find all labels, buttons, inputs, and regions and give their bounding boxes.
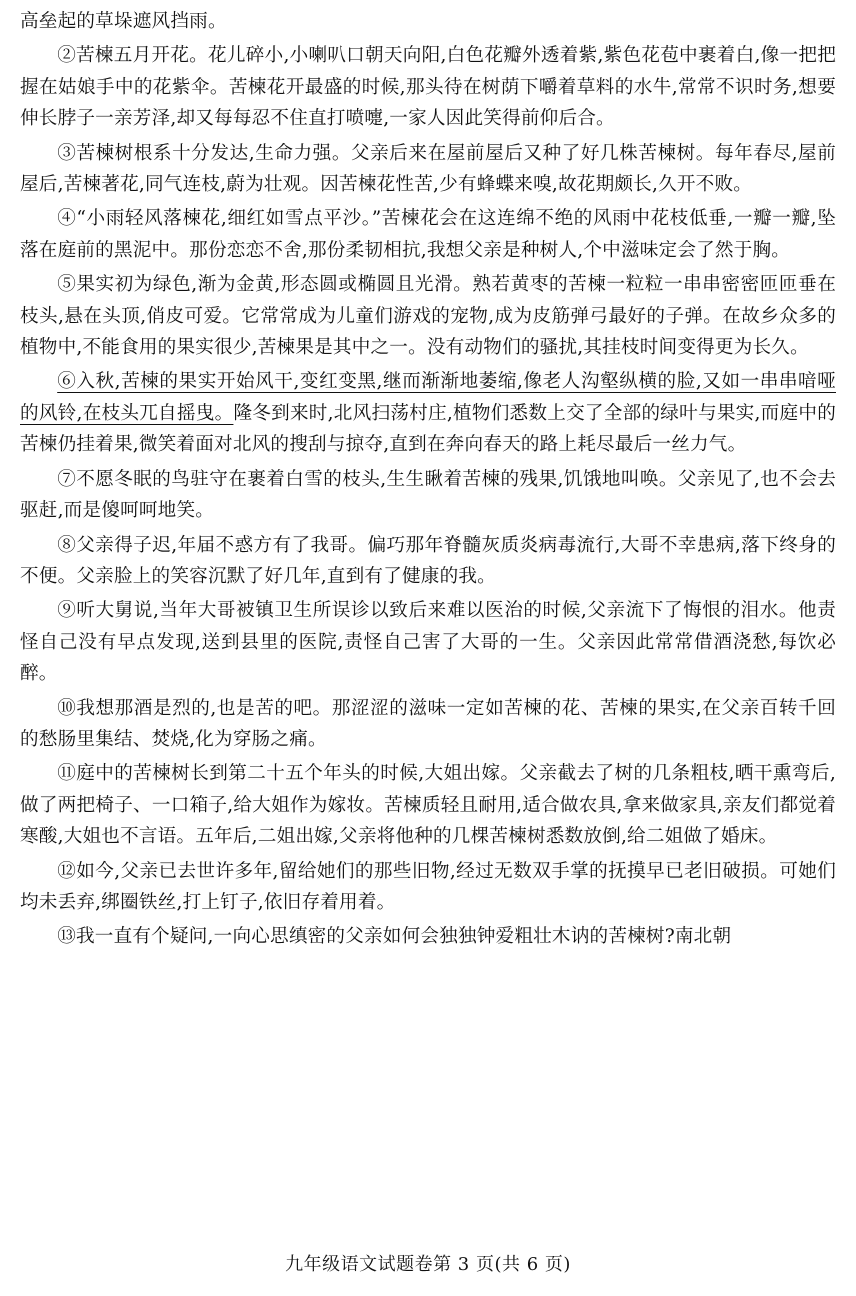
paragraph-9: ⑨听大舅说,当年大哥被镇卫生所误诊以致后来难以医治的时候,父亲流下了悔恨的泪水。他责怪自己没有早点发现,送到县里的医院,责怪自己害了大哥的一生。父亲因此常常借酒浇愁,每饮必醉。 [20,600,836,685]
paragraph-5: ⑤果实初为绿色,渐为金黄,形态圆或椭圆且光滑。熟若黄枣的苦楝一粒粒一串串密密匝匝垂在枝头,悬在头顶,俏皮可爱。它常常成为儿童们游戏的宠物,成为皮筋弹弓最好的子弹。在故乡众多的植物中,不能食用的果实很少,苦楝果是其中之一。没有动物们的骚扰,其挂枝时间变得更为长久。 [20,274,836,359]
paragraph-6 [20,366,836,460]
page-footer: 九年级语文试题卷第 3 页(共 6 页) [285,1254,571,1275]
paragraph-3: ③苦楝树根系十分发达,生命力强。父亲后来在屋前屋后又种了好几株苦楝树。每年春尽,屋前屋后,苦楝著花,同气连枝,蔚为壮观。因苦楝花性苦,少有蜂蝶来嗅,故花期颇长,久开不败。 [20,142,836,196]
paragraph-4: ④“小雨轻风落楝花,细红如雪点平沙。”苦楝花会在这连绵不绝的风雨中花枝低垂,一瓣一瓣,坠落在庭前的黑泥中。那份恋恋不舍,那份柔韧相抗,我想父亲是种树人,个中滋味定会了然于胸。 [20,208,836,261]
underlined-sentence: ⑥入秋,苦楝的果实开始风干,变红变黑,继而渐渐地萎缩,像老人沟壑纵横的脸,又如一串串喑哑的风铃,在枝头兀自摇曳。 [20,371,836,424]
paragraph-11: ⑪庭中的苦楝树长到第二十五个年头的时候,大姐出嫁。父亲截去了树的几条粗枝,晒干熏弯后,做了两把椅子、一口箱子,给大姐作为嫁妆。苦楝质轻且耐用,适合做农具,拿来做家具,亲友们都觉着寒酸,大姐也不言语。五年后,二姐出嫁,父亲将他种的几棵苦楝树悉数放倒,给二姐做了婚床。 [20,763,836,848]
paragraph-12: ⑫如今,父亲已去世许多年,留给她们的那些旧物,经过无数双手掌的抚摸早已老旧破损。可她们均未丢弃,绑圈铁丝,打上钉子,依旧存着用着。 [20,860,836,913]
paragraph-13: ⑬我一直有个疑问,一向心思缜密的父亲如何会独独钟爱粗壮木讷的苦楝树?南北朝 [57,926,732,948]
paragraph-7: ⑦不愿冬眠的鸟驻守在裹着白雪的枝头,生生瞅着苦楝的残果,饥饿地叫唤。父亲见了,也不会去驱赶,而是傻呵呵地笑。 [20,468,836,522]
paragraph-6-rest: 隆冬到来时,北风扫荡村庄,植物们悉数上交了全部的绿叶与果实,而庭中的苦楝仍挂着果,微笑着面对北风的搜刮与掠夺,直到在奔向春天的路上耗尽最后一丝力气。 [20,402,836,456]
paragraph-continuation: 高垒起的草垛遮风挡雨。 [20,11,227,32]
paragraph-8: ⑧父亲得子迟,年届不惑方有了我哥。偏巧那年脊髓灰质炎病毒流行,大哥不幸患病,落下终身的不便。父亲脸上的笑容沉默了好几年,直到有了健康的我。 [20,534,836,587]
paragraph-2: ②苦楝五月开花。花儿碎小,小喇叭口朝天向阳,白色花瓣外透着紫,紫色花苞中裹着白,像一把把握在姑娘手中的花紫伞。苦楝花开最盛的时候,那头待在树荫下嚼着草料的水牛,常常不识时务,想要伸长脖子一亲芳泽,却又每每忍不住直打喷嚏,一家人因此笑得前仰后合。 [20,45,836,130]
paragraph-10: ⑩我想那酒是烈的,也是苦的吧。那涩涩的滋味一定如苦楝的花、苦楝的果实,在父亲百转千回的愁肠里集结、焚烧,化为穿肠之痛。 [20,697,836,750]
